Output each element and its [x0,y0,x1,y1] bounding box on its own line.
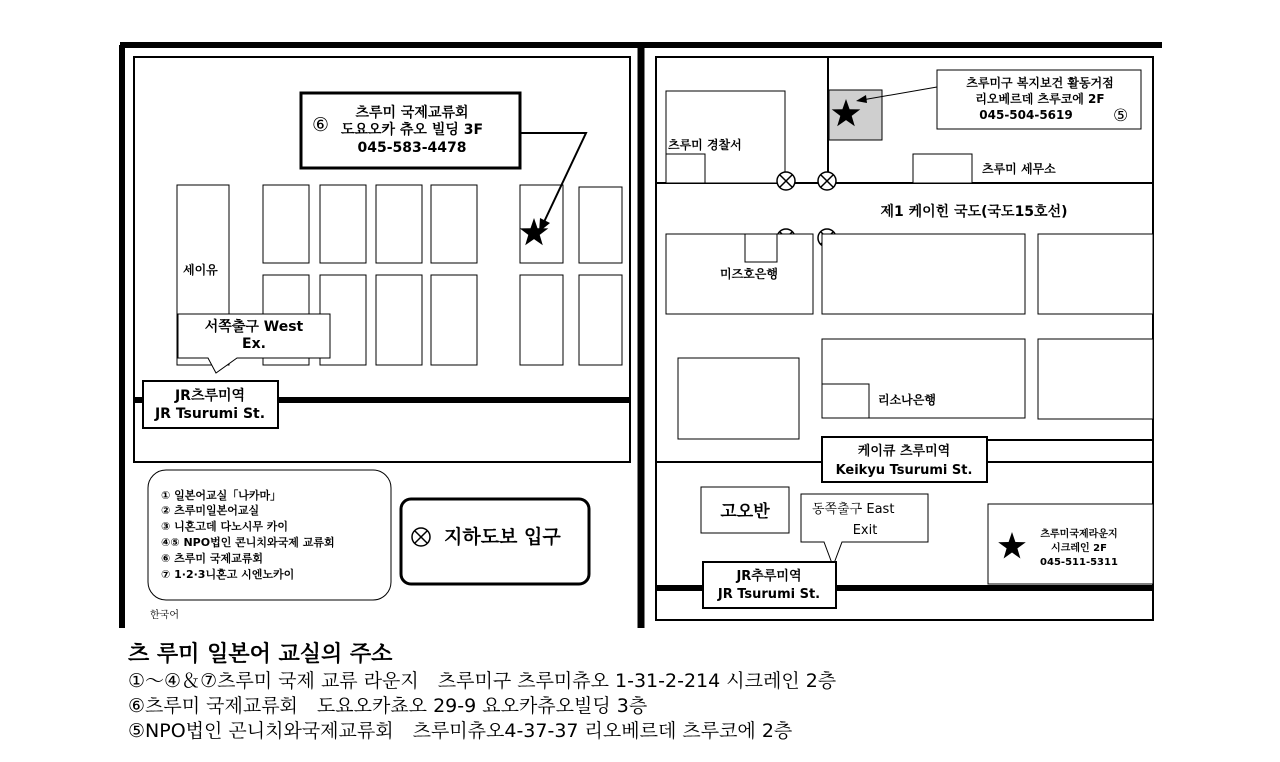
seiyu-label: 세이유 [183,263,218,277]
highway-label: 제1 케이힌 국도(국도15호선) [880,204,1068,220]
station-label-en: JR Tsurumi St. [154,406,266,422]
east-exit-label-2: Exit [852,523,878,538]
resona-bank-label: 리소나은행 [878,393,936,407]
station-label-ko: JR츠루미역 [174,388,246,404]
keikyu-label-en: Keikyu Tsurumi St. [835,463,973,478]
legend-item: ② 츠루미일본어교실 [161,504,260,517]
keikyu-label-ko: 케이큐 츠루미역 [857,444,951,459]
legend-item: ③ 니혼고데 다노시무 카이 [161,520,289,533]
tax-office-building [913,154,972,183]
east-exit-label-1: 동쪽출구 East [812,502,895,517]
station-east-label-ko: JR추루미역 [736,569,802,584]
circled-number-5: ⑤ [1113,106,1129,126]
welfare-callout-phone: 045-504-5619 [979,108,1073,122]
west-exit-label-2: Ex. [242,336,266,352]
welfare-callout-line-1: 츠루미구 복지보건 활동거점 [966,76,1114,90]
address-line: ⑥츠루미 국제교류회 도요오카쵸오 29-9 요오카츄오빌딩 3층 [128,695,648,717]
legend-item: ① 일본어교실「나카마」 [161,489,282,502]
underpass-label: 지하도보 입구 [444,526,561,548]
tax-office-label: 츠루미 세무소 [982,162,1056,176]
right-map [656,57,1153,620]
left-map [134,57,630,621]
caption-title: 츠 루미 일본어 교실의 주소 [128,642,393,667]
legend-item: ④⑤ NPO법인 콘니치와국제 교류회 [161,536,335,549]
lounge-label-2: 시크레인 2F [1051,543,1107,554]
legend-item: ⑥ 츠루미 국제교류회 [161,552,263,565]
language-note: 한국어 [150,610,179,621]
lounge-phone: 045-511-5311 [1040,557,1118,568]
welfare-callout-line-2: 리오베르데 츠루코에 2F [975,92,1105,106]
address-line: ⑤NPO법인 곤니치와국제교류회 츠루미츄오4-37-37 리오베르데 츠루코에 2층 [128,720,793,742]
callout-phone: 045-583-4478 [357,140,467,156]
station-east-label-en: JR Tsurumi St. [717,587,821,602]
callout-line-2: 도요오카 츄오 빌딩 3F [340,122,484,138]
address-caption [128,641,1228,744]
underpass-entrance-icon [777,172,795,190]
underpass-entrance-icon [818,172,836,190]
police-station-label: 츠루미 경찰서 [668,138,742,152]
lounge-label-1: 츠루미국제라운지 [1040,529,1118,540]
legend-item: ⑦ 1·2·3니혼고 시엔노카이 [161,568,295,581]
address-line: ①～④＆⑦츠루미 국제 교류 라운지 츠루미구 츠루미츄오 1-31-2-214 시크레인 2층 [128,670,837,692]
mizuho-bank-label: 미즈호은행 [720,267,778,281]
callout-line-1: 츠루미 국제교류회 [355,105,469,121]
koban-label: 고오반 [720,502,770,522]
west-exit-label-1: 서쪽출구 West [204,319,304,335]
circled-number-6: ⑥ [312,114,330,136]
